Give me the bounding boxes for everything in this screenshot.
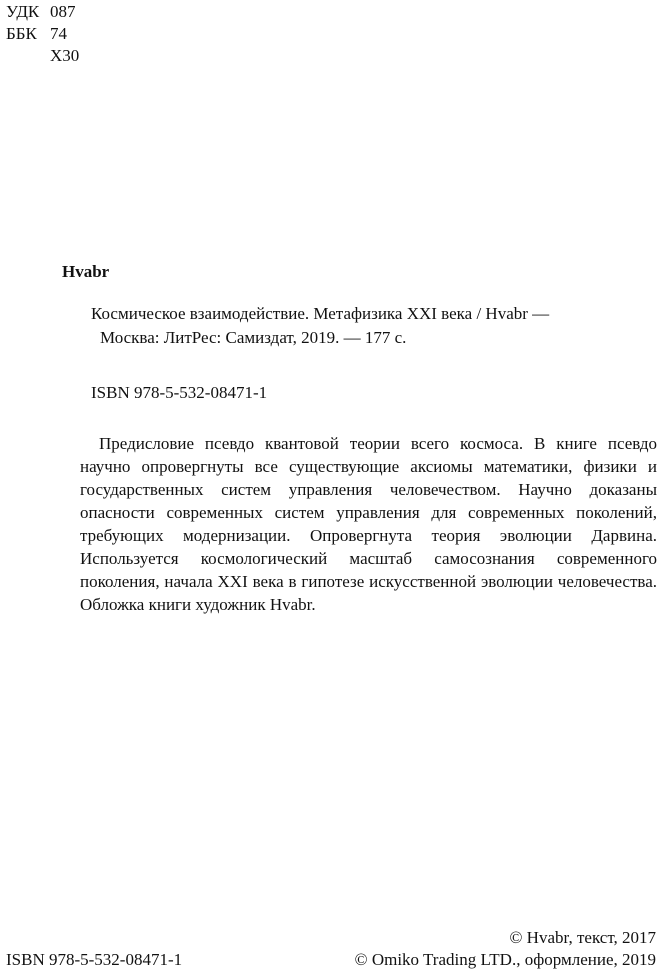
copyright-text: © Hvabr, текст, 2017 — [509, 928, 656, 947]
footer-isbn: ISBN 978-5-532-08471-1 — [6, 950, 183, 969]
abstract-paragraph: Предисловие псевдо квантовой теории всего космоса. В книге псевдо научно опровергнуты все существующие аксиомы математики, физики и государственных систем управления человечеством. Научно доказаны опасности современных систем управления для современных поколений, требующих модернизации. Опровергнута теория эволюции Дарвина. Используется космологический масштаб самосознания современного поколения, начала XXI века в гипотезе искусственной эволюции человечества. Обложка книги художник Hvabr. — [80, 434, 657, 614]
udk-label: УДК — [6, 2, 40, 21]
author-mark-value: Х30 — [50, 46, 80, 65]
author-name: Hvabr — [62, 262, 110, 281]
bbk-label: ББК — [6, 24, 37, 43]
udk-value: 087 — [50, 2, 76, 21]
bibliographic-publisher-line: Москва: ЛитРес: Самиздат, 2019. — 177 с. — [100, 328, 407, 347]
bibliographic-record — [62, 304, 622, 348]
isbn: ISBN 978-5-532-08471-1 — [91, 383, 268, 402]
bibliographic-title-line: Космическое взаимодействие. Метафизика XXI века / Hvabr — — [91, 304, 550, 323]
bbk-value: 74 — [50, 24, 67, 43]
copyright-design: © Omiko Trading LTD., оформление, 2019 — [354, 950, 656, 969]
